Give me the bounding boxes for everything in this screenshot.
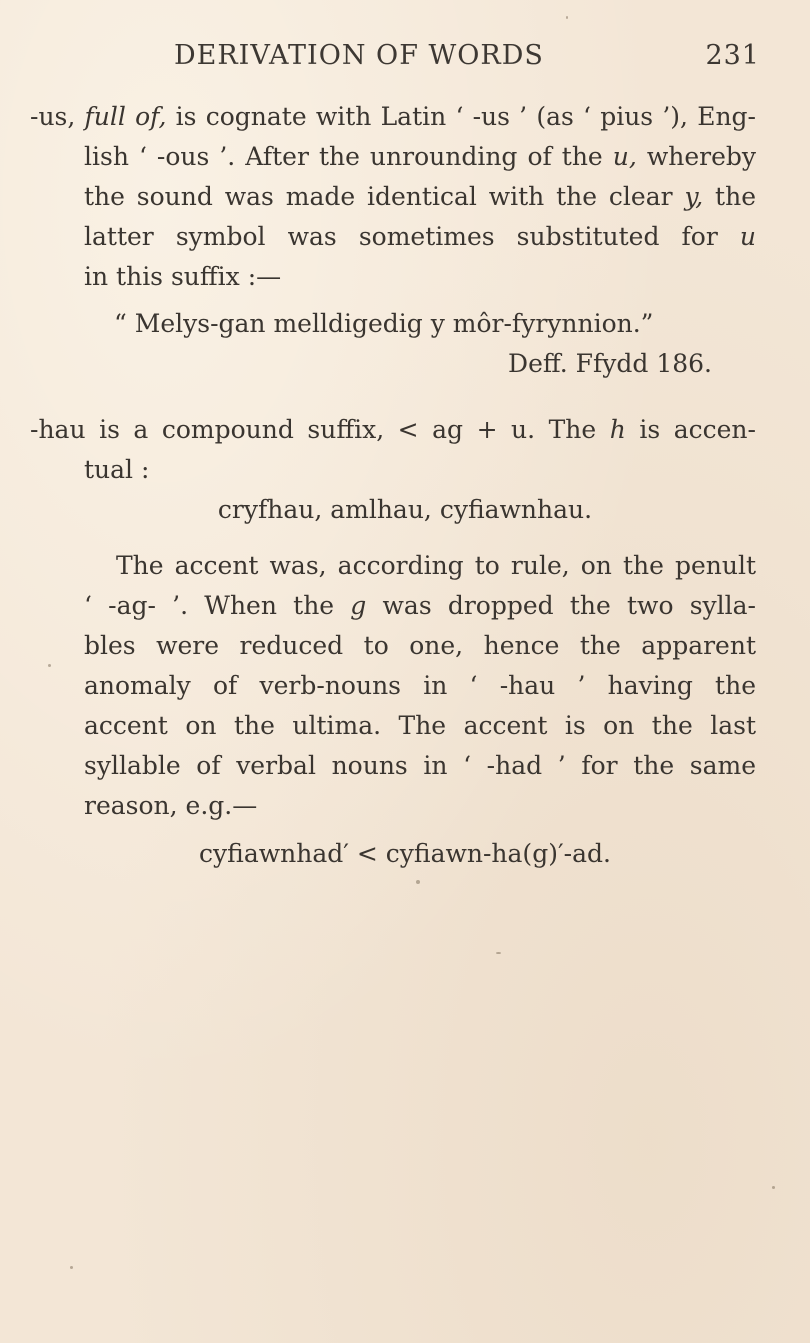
- text-run: -us,: [30, 102, 85, 131]
- entry-hau-suffix: [30, 410, 756, 490]
- paper-speck: [416, 880, 420, 884]
- entry-us-line-1: [30, 97, 756, 137]
- italic-run: y,: [684, 182, 704, 211]
- italic-run: h: [609, 415, 626, 444]
- entry-hau-line-2: tual :: [84, 455, 150, 484]
- paper-speck: [70, 1266, 73, 1269]
- text-run: lish ‘ -ous ’. After the unrounding of the: [84, 142, 613, 171]
- text-run: ‘ -ag- ’. When the: [84, 591, 351, 620]
- paper-speck: [48, 664, 51, 667]
- example-text: cryfhau, amlhau, cyfiawnhau.: [217, 495, 593, 524]
- paper-speck: [566, 16, 568, 19]
- text-run: -hau is a compound suffix, < ag + u. The: [30, 415, 610, 444]
- text-run: the sound was made identical with the clear: [84, 182, 685, 211]
- paper-speck: [772, 1186, 775, 1189]
- text-run: is cognate with Latin ‘ -us ’ (as ‘ pius ’), Eng-: [166, 102, 756, 131]
- paper-speck: [496, 952, 501, 954]
- quotation-source: Deff. Ffydd 186.: [508, 349, 712, 378]
- text-run: the: [703, 182, 756, 211]
- entry-us-line-5: in this suffix :—: [84, 262, 282, 291]
- paragraph-line-4: anomaly of verb-nouns in ‘ -hau ’ having the: [84, 671, 756, 700]
- text-run: latter symbol was sometimes substituted for: [84, 222, 740, 251]
- text-run: was dropped the two sylla-: [366, 591, 756, 620]
- entry-us-line-2: [30, 137, 756, 177]
- page-number: 231: [705, 40, 760, 71]
- paragraph-line-7: reason, e.g.—: [84, 791, 258, 820]
- paragraph-line-2: [84, 586, 756, 626]
- entry-us-line-4: [30, 217, 756, 257]
- example-cyfiawnhad: [0, 834, 810, 874]
- accent-paragraph: [84, 546, 756, 826]
- entry-us-suffix: [30, 97, 756, 297]
- italic-run: u: [739, 222, 756, 251]
- paragraph-line-6: syllable of verbal nouns in ‘ -had ’ for the same: [84, 751, 756, 780]
- paragraph-line-1: The accent was, according to rule, on the penult: [116, 551, 756, 580]
- paragraph-line-3: bles were reduced to one, hence the apparent: [84, 631, 756, 660]
- example-text: cyfiawnhad′ < cyfiawn-ha(g)′-ad.: [199, 839, 611, 868]
- quotation-text: “ Melys-gan melldigedig y môr-fyrynnion.”: [114, 309, 654, 338]
- entry-hau-line-1: [30, 410, 756, 450]
- paragraph-line-5: accent on the ultima. The accent is on the last: [84, 711, 756, 740]
- italic-run: u,: [612, 142, 637, 171]
- italic-run: g: [350, 591, 367, 620]
- quotation-block: [114, 304, 712, 384]
- running-head: [174, 40, 760, 76]
- entry-us-line-3: [30, 177, 756, 217]
- running-head-title: DERIVATION OF WORDS: [174, 40, 544, 71]
- example-cryfhau: [0, 490, 810, 530]
- text-run: is accen-: [625, 415, 756, 444]
- italic-run: full of,: [84, 102, 167, 131]
- text-run: whereby: [636, 142, 756, 171]
